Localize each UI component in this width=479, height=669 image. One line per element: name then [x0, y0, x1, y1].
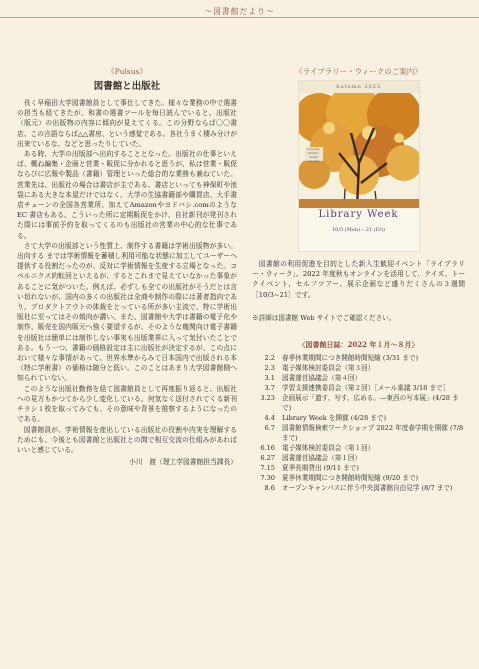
- essay-signature: 小川 渡（理工学図書館担当課長）: [128, 458, 237, 467]
- schedule-date: 7.15: [260, 463, 275, 472]
- schedule-date: 6.27: [260, 453, 275, 462]
- schedule-row: [252, 393, 465, 413]
- essay-paragraph: さて大学の出版部という性質上、制作する書籍は学術出版物が多い。出向する までは学術情報を蓄積し利用可能な状態に加工してユーザーへ提供する役割だったのが、反対に学術情報を生産する立場となった。コペルニクス的転回といえるが、するとこれまで見えていなかった事象があることに気がついた。例えば、必ずしも全ての出版社がそうだとは言い切れないが、国内の多くの出版社は全商や制作の際には著者指向であり、プロダクトアウトの体裁をとっている所が多い主流で、特に学術出版社に至ってはその傾向が濃い。また、図書館や大学は書籍の電子化や制作、販売を国内販元へ強く要望するが、そのような幾関向け電子書籍を出版社は簡単には制作しない事実も出版業界に入って気付いたことである。もう一つ、書籍の価格設定は主に出版社が決定するが、この点において様々な事情があって、世界水準からみて日本国内で出版される本（特に学術書）の価格は随分と低い。このことはあまり大学図書館側へ知られていない。: [17, 241, 237, 383]
- schedule-date: 8.6: [264, 483, 275, 492]
- schedule-text: Library Week を開催 (4/28 まで): [282, 413, 387, 422]
- schedule-text: 企画展示「遺す、写す、広める。―東西の写本展」(4/28 まで): [282, 393, 459, 412]
- poster-badge: long the library week autumn: [305, 147, 323, 161]
- schedule-date: 7.30: [260, 473, 275, 482]
- essay-paragraph: このような出版社勤務を経て図書館員として再度振り返ると、出版社への見方もかつてから少し変化している。何気なく送付されてくる新刊チラシ１枚を取ってみても、その意味や背景を推察するようになったのである。: [17, 384, 237, 424]
- schedule-text: 図書運営協議会（第１回）: [282, 453, 362, 462]
- schedule-text: 学習支援連携委員会（第２回）［メール審議 3/18 まで］: [282, 383, 450, 392]
- schedule-row: [252, 373, 465, 383]
- schedule-date: 2.3: [264, 363, 275, 372]
- details-notice: ※詳細は図書館 Web サイトでご確認ください。: [252, 313, 396, 322]
- poster-edition: Autumn 2022: [335, 84, 382, 90]
- library-week-text: 図書館の利用促進を目的とした新入生歓迎イベント「ライブラリー・ウィーク」。2022 年度秋もオンラインを活用して、クイズ、トークイベント、セルフツアー、展示企画など盛りだくさんの３週間［10/3~21］です。: [252, 260, 465, 299]
- essay-body: [17, 98, 237, 455]
- schedule-row: [252, 483, 465, 493]
- schedule-date: 3.23: [260, 393, 275, 402]
- essay-column: [17, 66, 237, 466]
- schedule-row: [252, 463, 465, 473]
- essay-heading: 図書館と出版社: [93, 81, 161, 92]
- poster-caption: Library Week: [318, 209, 399, 220]
- header-rule: [0, 17, 479, 18]
- schedule-row: [252, 353, 465, 363]
- schedule-row: [252, 453, 465, 463]
- library-week-column: [252, 66, 465, 493]
- schedule-date: 6.7: [264, 423, 275, 432]
- essay-paragraph: 図書館員が、学術情報を産出している出版社の役割や内実を理解するためにも、今後とも図書館と出版社との間で相互交流の仕組みがあればいいと感じている。: [17, 425, 237, 454]
- schedule-row: [252, 423, 465, 443]
- schedule-text: 夏季休業期間につき開館時間短縮 (9/20 まで): [282, 473, 419, 482]
- schedule-title: 〈図書館日誌：2022 年１月～８月〉: [298, 339, 419, 349]
- library-week-description: [252, 259, 465, 300]
- schedule-date: 2.2: [264, 353, 275, 362]
- schedule-text: 図書館情報検索ワークショップ 2022 年度春学期を開催 (7/8 まで): [282, 423, 464, 442]
- schedule-date: 4.4: [264, 413, 275, 422]
- essay-paragraph: 長く早稲田大学図書館員として事仕してきた。様々な業務の中で選書の担当も経てきたが、和書の選書ツールを毎日読んでいると、出版社（版元）の出版物の内容に傾向が見えてくる。この分野ならば〇〇書店、この言語ならば△△書房、という感覚である。各社うまく棲み分けが出来ているな、などと思ったりしていた。: [17, 99, 237, 148]
- schedule-date: 3.1: [264, 373, 275, 382]
- schedule-row: [252, 473, 465, 483]
- schedule-text: 春季休業期間につき開館時間短縮 (3/31 まで): [282, 353, 419, 362]
- schedule-text: 電子媒体検討委員会（第３回）: [282, 363, 375, 372]
- library-week-poster: [299, 81, 419, 251]
- essay-kicker: 《Pulsus》: [107, 67, 147, 76]
- newsletter-header: [0, 0, 479, 30]
- schedule-date: 6.16: [260, 443, 275, 452]
- schedule-text: 電子媒体検討委員会（第１回）: [282, 443, 375, 452]
- essay-paragraph: ある時、大学の出版部へ出向することとなった。出版社の仕事といえば、概ね編集・企画と営業・販促に分かれると思うが、私は営業・販促ならびに広報や製品（書籍）管理といった総合的な業務も兼ねていた。営業先は、出版社の場合は書店が主である。書店といっても神保町や池袋にある大きな本屋だけではなく、大学の生協書籍部や購買店、大手書店チェーンの全国各営業所、加えてAmazonやヨドバシ.comのような EC 書店もある。こういった所に定期販促をかけ、自社新刊が発刊された際には事前予約を取ってくるのも出版社の営業の中心的な仕事である。: [17, 150, 237, 240]
- schedule-row: [252, 383, 465, 393]
- library-week-kicker: 《ライブラリー・ウィークのご案内》: [295, 67, 422, 76]
- schedule-row: [252, 363, 465, 373]
- header-title: ～図書館だより～: [204, 7, 275, 16]
- schedule-date: 3.7: [264, 383, 275, 392]
- schedule-text: 図書運営協議会（第４回）: [282, 373, 362, 382]
- schedule-text: 夏季長期貸出 (9/11 まで): [282, 463, 359, 472]
- schedule-text: オープンキャンパスに伴う中央図書館自由見学 (8/7 まで): [282, 483, 453, 492]
- schedule-row: [252, 413, 465, 423]
- schedule-row: [252, 443, 465, 453]
- poster-date: 10/3 (Mon) – 21 (Fri): [331, 227, 386, 233]
- schedule-list: [252, 353, 465, 493]
